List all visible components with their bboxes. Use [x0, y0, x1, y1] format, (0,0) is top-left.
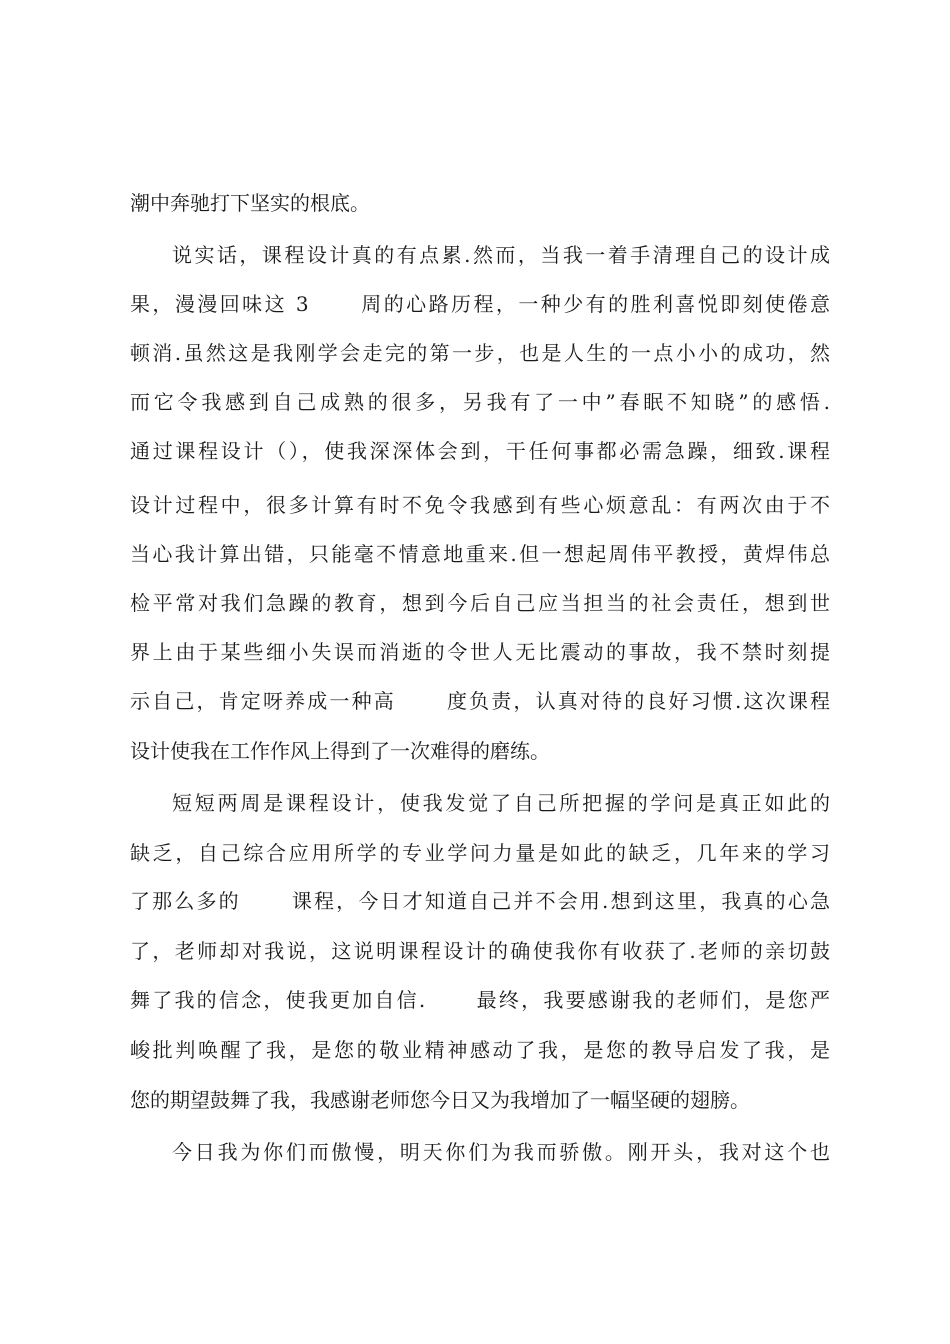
text-line: 设计使我在工作作风上得到了一次难得的磨练。 [130, 739, 550, 763]
text-line: 舞了我的信念，使我更加自信. 最终，我要感谢我的老师们，是您严 [130, 988, 830, 1012]
text-line: 检平常对我们急躁的教育，想到今后自己应当担当的社会责任，想到世 [130, 591, 830, 615]
text-line: 短短两周是课程设计，使我发觉了自己所把握的学问是真正如此的 [172, 791, 830, 815]
text-line: 您的期望鼓舞了我，我感谢老师您今日又为我增加了一幅坚硬的翅膀。 [130, 1088, 750, 1112]
text-line: 而它令我感到自己成熟的很多，另我有了一中”春眠不知晓”的感悟. [130, 390, 830, 414]
text-line: 示自己，肯定呀养成一种高 度负责，认真对待的良好习惯.这次课程 [130, 689, 830, 713]
text-line: 了那么多的 课程，今日才知道自己并不会用.想到这里，我真的心急 [130, 889, 830, 913]
text-line: 通过课程设计（），使我深深体会到，干任何事都必需急躁，细致.课程 [130, 439, 830, 463]
text-line: 峻批判唤醒了我，是您的敬业精神感动了我，是您的教导启发了我，是 [130, 1038, 830, 1062]
text-line: 界上由于某些细小失误而消逝的令世人无比震动的事故，我不禁时刻提 [130, 640, 830, 664]
text-line: 缺乏，自己综合应用所学的专业学问力量是如此的缺乏，几年来的学习 [130, 841, 830, 865]
text-line: 今日我为你们而傲慢，明天你们为我而骄傲。刚开头，我对这个也 [172, 1140, 830, 1164]
text-line: 了，老师却对我说，这说明课程设计的确使我你有收获了.老师的亲切鼓 [130, 939, 830, 963]
text-line: 说实话，课程设计真的有点累.然而，当我一着手清理自己的设计成 [172, 243, 830, 267]
text-line: 果，漫漫回味这 3 周的心路历程，一种少有的胜利喜悦即刻使倦意 [130, 292, 830, 316]
text-line: 当心我计算出错，只能毫不情意地重来.但一想起周伟平教授，黄焊伟总 [130, 542, 830, 566]
text-line: 设计过程中，很多计算有时不免令我感到有些心烦意乱：有两次由于不 [130, 493, 830, 517]
text-line: 潮中奔驰打下坚实的根底。 [130, 191, 370, 215]
text-line: 顿消.虽然这是我刚学会走完的第一步，也是人生的一点小小的成功，然 [130, 341, 830, 365]
